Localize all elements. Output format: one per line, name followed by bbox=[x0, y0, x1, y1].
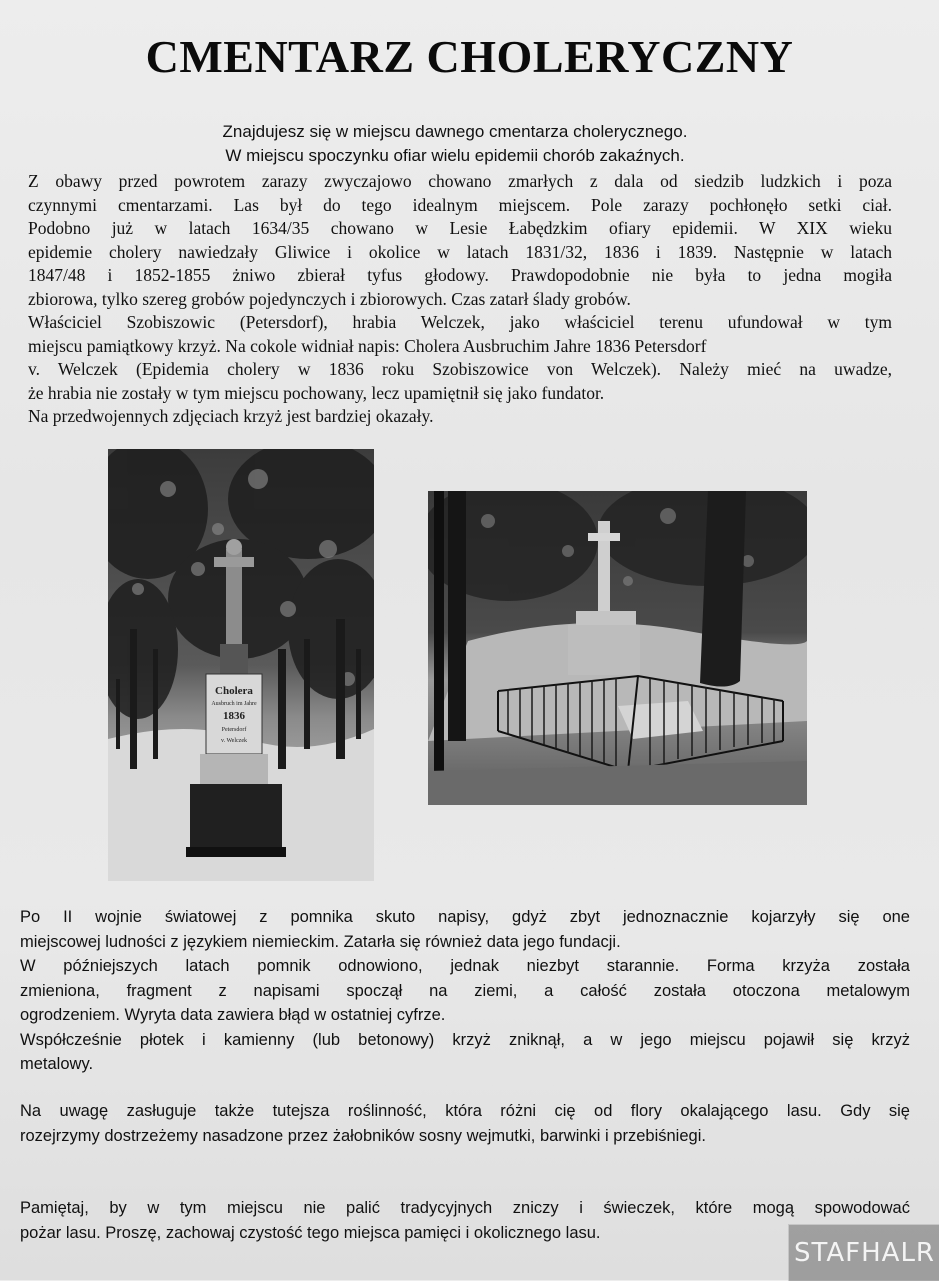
text-line: Po II wojnie światowej z pomnika skuto napisy, gdyż zbyt jednoznacznie kojarzyły się one bbox=[20, 908, 910, 926]
watermark: STAFHALR bbox=[788, 1224, 939, 1281]
text-line: Na przedwojennych zdjęciach krzyż jest bardziej okazały. bbox=[28, 406, 434, 426]
plaque-line: Cholera bbox=[215, 685, 253, 697]
text-line: W późniejszych latach pomnik odnowiono, jednak niezbyt starannie. Forma krzyża została bbox=[20, 957, 910, 975]
text-line: miejscu pamiątkowy krzyż. Na cokole widniał napis: Cholera Ausbruchim Jahre 1836 Petersdorf bbox=[28, 335, 707, 356]
historical-photo-fenced-cross bbox=[428, 491, 807, 805]
text-line: ogrodzeniem. Wyryta data zawiera błąd w ostatniej cyfrze. bbox=[20, 1006, 446, 1024]
text-line: zbiorowa, tylko szereg grobów pojedynczych i zbiorowych. Czas zatarł ślady grobów. bbox=[28, 288, 631, 309]
text-line: Współcześnie płotek i kamienny (lub betonowy) krzyż zniknął, a w jego miejscu pojawił się krzyż bbox=[20, 1030, 910, 1049]
history-paragraph bbox=[28, 170, 892, 429]
text-line: czynnymi cmentarzami. Las był do tego idealnym miejscem. Pole zarazy pochłonęło setki ciał. bbox=[28, 194, 892, 215]
text-line: że hrabia nie zostały w tym miejscu pochowany, lecz upamiętnił się jako fundator. bbox=[28, 382, 605, 403]
historical-photo-cross-winter bbox=[108, 449, 374, 881]
text-line: metalowy. bbox=[20, 1055, 94, 1073]
text-line: Z obawy przed powrotem zarazy zwyczajowo chowano zmarłych z dala od siedzib ludzkich i poza bbox=[28, 171, 892, 191]
plaque-line: v. Welczek bbox=[220, 738, 248, 744]
text-line: 1847/48 i 1852-1855 żniwo zbierał tyfus głodowy. Prawdopodobnie nie była to jedna mogiła bbox=[28, 265, 892, 285]
plaque-line: Ausbruch im Jahre bbox=[211, 701, 257, 707]
warning-paragraph bbox=[20, 1196, 910, 1245]
vegetation-paragraph bbox=[20, 1099, 910, 1148]
text-line: Właściciel Szobiszowic (Petersdorf), hrabia Welczek, jako właściciel terenu ufundował w tym bbox=[28, 312, 892, 332]
text-line: Na uwagę zasługuje także tutejsza roślinność, która różni cię od flory okalającego lasu. Gdy się bbox=[20, 1102, 910, 1120]
photo-left-image bbox=[108, 449, 374, 881]
text-line: miejscowej ludności z językiem niemieckim. Zatarła się również data jego fundacji. bbox=[20, 932, 621, 951]
plaque-line: Petersdorf bbox=[221, 727, 247, 733]
text-line: Pamiętaj, by w tym miejscu nie palić tradycyjnych zniczy i świeczek, które mogą spowodować bbox=[20, 1199, 910, 1217]
text-line: epidemie cholery nawiedzały Gliwice i okolice w latach 1831/32, 1836 i 1839. Następnie w latach bbox=[28, 241, 892, 262]
intro-text bbox=[0, 120, 910, 168]
text-line: rozejrzymy dostrzeżemy nasadzone przez żałobników sosny wejmutki, barwinki i przebiśniegi. bbox=[20, 1126, 706, 1145]
intro-line: Znajdujesz się w miejscu dawnego cmentarza cholerycznego. bbox=[222, 122, 688, 141]
postwar-paragraph bbox=[20, 905, 910, 1077]
text-line: pożar lasu. Proszę, zachowaj czystość tego miejsca pamięci i okolicznego lasu. bbox=[20, 1223, 601, 1242]
page-title: CMENTARZ CHOLERYCZNY bbox=[145, 31, 794, 82]
text-line: v. Welczek (Epidemia cholery w 1836 roku Szobiszowice von Welczek). Należy mieć na uwadze, bbox=[28, 359, 892, 379]
plaque-line: 1836 bbox=[223, 710, 245, 722]
photo-right-image bbox=[428, 491, 807, 805]
text-line: Podobno już w latach 1634/35 chowano w Lesie Łabędzkim ofiary epidemii. W XIX wieku bbox=[28, 218, 892, 238]
intro-line: W miejscu spoczynku ofiar wielu epidemii chorób zakaźnych. bbox=[225, 146, 685, 165]
text-line: zmieniona, fragment z napisami spoczął na ziemi, a całość została otoczona metalowym bbox=[20, 981, 910, 1000]
